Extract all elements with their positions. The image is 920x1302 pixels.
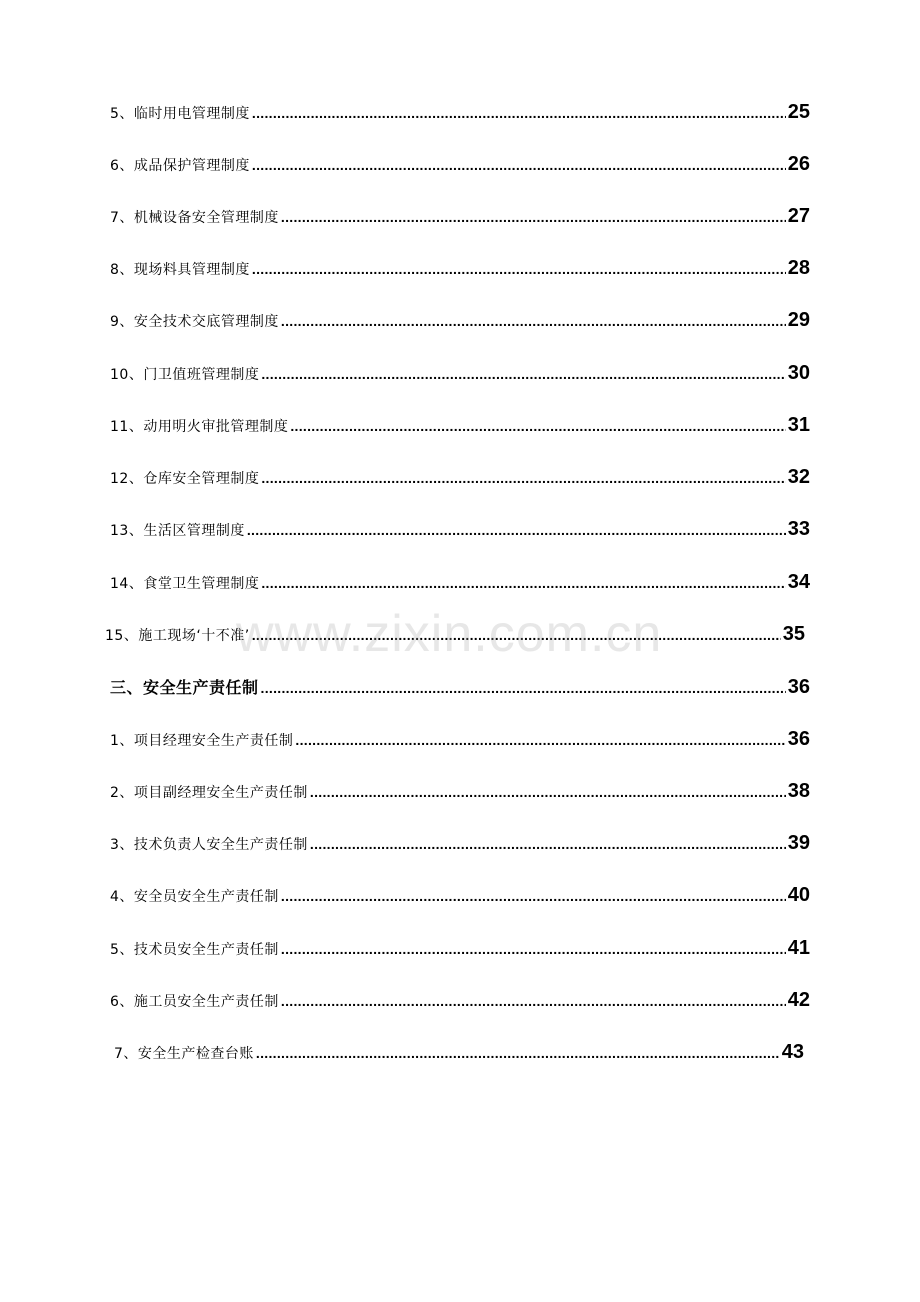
toc-page-number: 35: [782, 623, 805, 645]
toc-dot-leader: [261, 575, 785, 591]
toc-entry[interactable]: [110, 309, 810, 332]
toc-page-number: 29: [787, 309, 810, 331]
toc-dot-leader: [310, 784, 786, 800]
toc-dot-leader: [295, 732, 785, 748]
toc-entry-label: 8、现场料具管理制度: [110, 262, 250, 278]
toc-entry[interactable]: [110, 466, 810, 489]
toc-entry[interactable]: [110, 101, 810, 124]
toc-entry[interactable]: [110, 989, 810, 1012]
toc-dot-leader: [281, 993, 786, 1009]
toc-entry-label: 1、项目经理安全生产责任制: [110, 733, 294, 749]
toc-entry-label: 12、仓库安全管理制度: [110, 471, 260, 487]
toc-page-number: 36: [787, 676, 810, 698]
toc-entry-label: 7、机械设备安全管理制度: [110, 210, 279, 226]
toc-page-number: 33: [787, 518, 810, 540]
toc-page-number: 25: [787, 101, 810, 123]
toc-page-number: 32: [787, 466, 810, 488]
toc-page-number: 26: [787, 153, 810, 175]
toc-dot-leader: [290, 418, 785, 434]
toc-dot-leader: [252, 105, 786, 121]
toc-dot-leader: [252, 627, 781, 643]
toc-entry[interactable]: [110, 362, 810, 385]
toc-dot-leader: [261, 470, 785, 486]
toc-dot-leader: [281, 888, 786, 904]
watermark: www.zixin.com.cn: [236, 605, 663, 663]
toc-dot-leader: [247, 522, 786, 538]
toc-dot-leader: [281, 209, 786, 225]
toc-page-number: 28: [787, 257, 810, 279]
toc-entry-label: 10、门卫值班管理制度: [110, 367, 260, 383]
toc-entry[interactable]: [110, 257, 810, 280]
toc-entry-label: 7、安全生产检查台账: [114, 1046, 254, 1062]
toc-dot-leader: [252, 157, 786, 173]
toc-entry-label: 3、技术负责人安全生产责任制: [110, 837, 308, 853]
toc-dot-leader: [310, 836, 786, 852]
toc-entry[interactable]: [105, 623, 805, 646]
toc-entry[interactable]: [110, 571, 810, 594]
toc-page-number: 42: [787, 989, 810, 1011]
toc-entry-label: 13、生活区管理制度: [110, 523, 245, 539]
toc-page-number: 31: [787, 414, 810, 436]
toc-entry[interactable]: [110, 414, 810, 437]
toc-page-number: 36: [787, 728, 810, 750]
toc-page-number: 40: [787, 884, 810, 906]
toc-dot-leader: [261, 366, 785, 382]
toc-entry[interactable]: [110, 205, 810, 228]
toc-entry[interactable]: [110, 884, 810, 907]
toc-entry[interactable]: [110, 780, 810, 803]
toc-dot-leader: [261, 680, 786, 696]
toc-entry-label: 5、技术员安全生产责任制: [110, 942, 279, 958]
toc-entry-label: 11、动用明火审批管理制度: [110, 419, 289, 435]
toc-entry-label: 14、食堂卫生管理制度: [110, 576, 260, 592]
toc-entry-label: 9、安全技术交底管理制度: [110, 314, 279, 330]
toc-entry-label: 4、安全员安全生产责任制: [110, 889, 279, 905]
toc-page-number: 34: [787, 571, 810, 593]
toc-dot-leader: [281, 313, 786, 329]
toc-section-label: 三、安全生产责任制: [110, 678, 259, 697]
toc-entry[interactable]: [110, 937, 810, 960]
toc-entry-label: 15、施工现场‘十不准’: [105, 628, 250, 644]
toc-entry-label: 6、成品保护管理制度: [110, 158, 250, 174]
toc-dot-leader: [281, 941, 786, 957]
toc-entry-label: 5、临时用电管理制度: [110, 106, 250, 122]
toc-page-number: 39: [787, 832, 810, 854]
toc-dot-leader: [256, 1045, 780, 1061]
toc-page-number: 38: [787, 780, 810, 802]
toc-entry[interactable]: [110, 728, 810, 751]
toc-dot-leader: [252, 261, 786, 277]
toc-page-number: 27: [787, 205, 810, 227]
toc-page-number: 43: [781, 1041, 804, 1063]
toc-entry[interactable]: [110, 153, 810, 176]
toc-page-number: 30: [787, 362, 810, 384]
toc-entry[interactable]: [114, 1041, 804, 1064]
toc-page-number: 41: [787, 937, 810, 959]
toc-section-heading[interactable]: [110, 675, 810, 699]
toc-entry[interactable]: [110, 832, 810, 855]
toc-entry[interactable]: [110, 518, 810, 541]
toc-entry-label: 2、项目副经理安全生产责任制: [110, 785, 308, 801]
toc-entry-label: 6、施工员安全生产责任制: [110, 994, 279, 1010]
